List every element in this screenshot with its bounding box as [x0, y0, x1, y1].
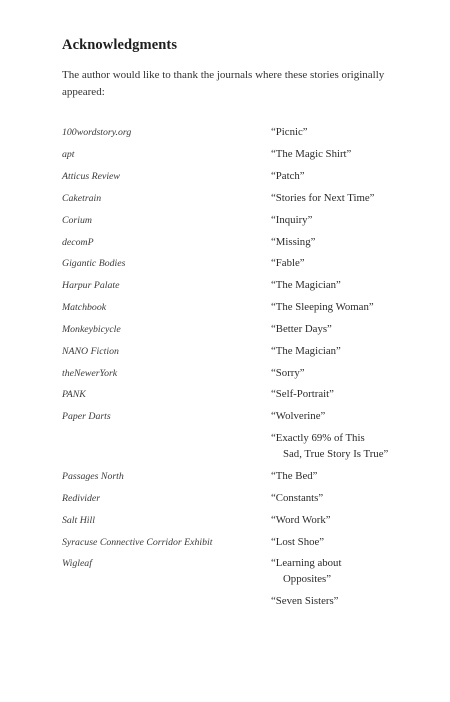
story-title: [271, 386, 334, 402]
journal-name: Monkeybicycle: [62, 324, 121, 335]
story-title-text: “Better Days”: [271, 323, 332, 335]
story-title-text: “Lost Shoe”: [271, 536, 325, 548]
story-title: [271, 365, 305, 381]
story-title: [271, 408, 325, 424]
journal-name: Gigantic Bodies: [62, 258, 126, 269]
story-title-text: “Exactly 69% of This: [271, 432, 365, 444]
journal-name: Redivider: [62, 493, 101, 504]
story-title: [271, 255, 305, 271]
story-title-text: “The Sleeping Woman”: [271, 301, 374, 313]
story-title-text: “Fable”: [271, 257, 305, 269]
story-title: [271, 168, 305, 184]
story-title: [271, 512, 331, 528]
journal-name: Paper Darts: [62, 411, 111, 422]
story-title-continuation: Opposites”: [283, 573, 331, 585]
story-title-text: “Missing”: [271, 236, 316, 248]
story-title-text: “Inquiry”: [271, 214, 313, 226]
story-title: [271, 534, 324, 550]
journal-name: NANO Fiction: [62, 346, 119, 357]
story-title-text: “The Magic Shirt”: [271, 148, 352, 160]
story-title: [271, 146, 351, 162]
journal-name: Matchbook: [62, 302, 107, 313]
journal-name: theNewerYork: [62, 368, 118, 379]
story-title: [271, 490, 323, 506]
journal-name: 100wordstory.org: [62, 127, 132, 138]
journal-name: Caketrain: [62, 193, 102, 204]
journal-name: Syracuse Connective Corridor Exhibit: [62, 537, 213, 548]
story-title: [271, 124, 308, 140]
story-title: [271, 430, 388, 462]
story-title: [271, 190, 374, 206]
story-title: [271, 299, 374, 315]
story-title-text: “Self-Portrait”: [271, 388, 334, 400]
journal-name: Corium: [62, 215, 92, 226]
story-title: [271, 277, 341, 293]
page-heading: Acknowledgments: [62, 37, 178, 53]
story-title: [271, 321, 332, 337]
journal-name: Atticus Review: [62, 171, 120, 182]
story-title-text: “Stories for Next Time”: [271, 192, 375, 204]
story-title-text: “Patch”: [271, 170, 305, 182]
story-title-text: “Wolverine”: [271, 410, 326, 422]
story-title-text: “Seven Sisters”: [271, 595, 339, 607]
story-title: [271, 593, 338, 609]
story-title-text: “The Magician”: [271, 279, 341, 291]
story-title-text: “The Magician”: [271, 345, 341, 357]
story-title: [271, 468, 317, 484]
story-title: [271, 212, 312, 228]
intro-paragraph: The author would like to thank the journals where these stories originally appeared:: [62, 69, 385, 98]
story-title-text: “Picnic”: [271, 126, 308, 138]
story-title-continuation: Sad, True Story Is True”: [283, 448, 389, 460]
journal-name: apt: [62, 149, 75, 160]
journal-name: Passages North: [62, 471, 124, 482]
story-title: [271, 555, 341, 587]
story-title-text: “Sorry”: [271, 367, 305, 379]
journal-name: Wigleaf: [62, 558, 92, 569]
journal-name: Harpur Palate: [62, 280, 120, 291]
story-title-text: “Learning about: [271, 557, 342, 569]
journal-name: PANK: [62, 389, 86, 400]
story-title-text: “Constants”: [271, 492, 324, 504]
story-title-text: “Word Work”: [271, 514, 331, 526]
journal-name: Salt Hill: [62, 515, 95, 526]
story-title: [271, 343, 341, 359]
story-title: [271, 234, 315, 250]
journal-name: decomP: [62, 237, 94, 248]
story-title-text: “The Bed”: [271, 470, 318, 482]
